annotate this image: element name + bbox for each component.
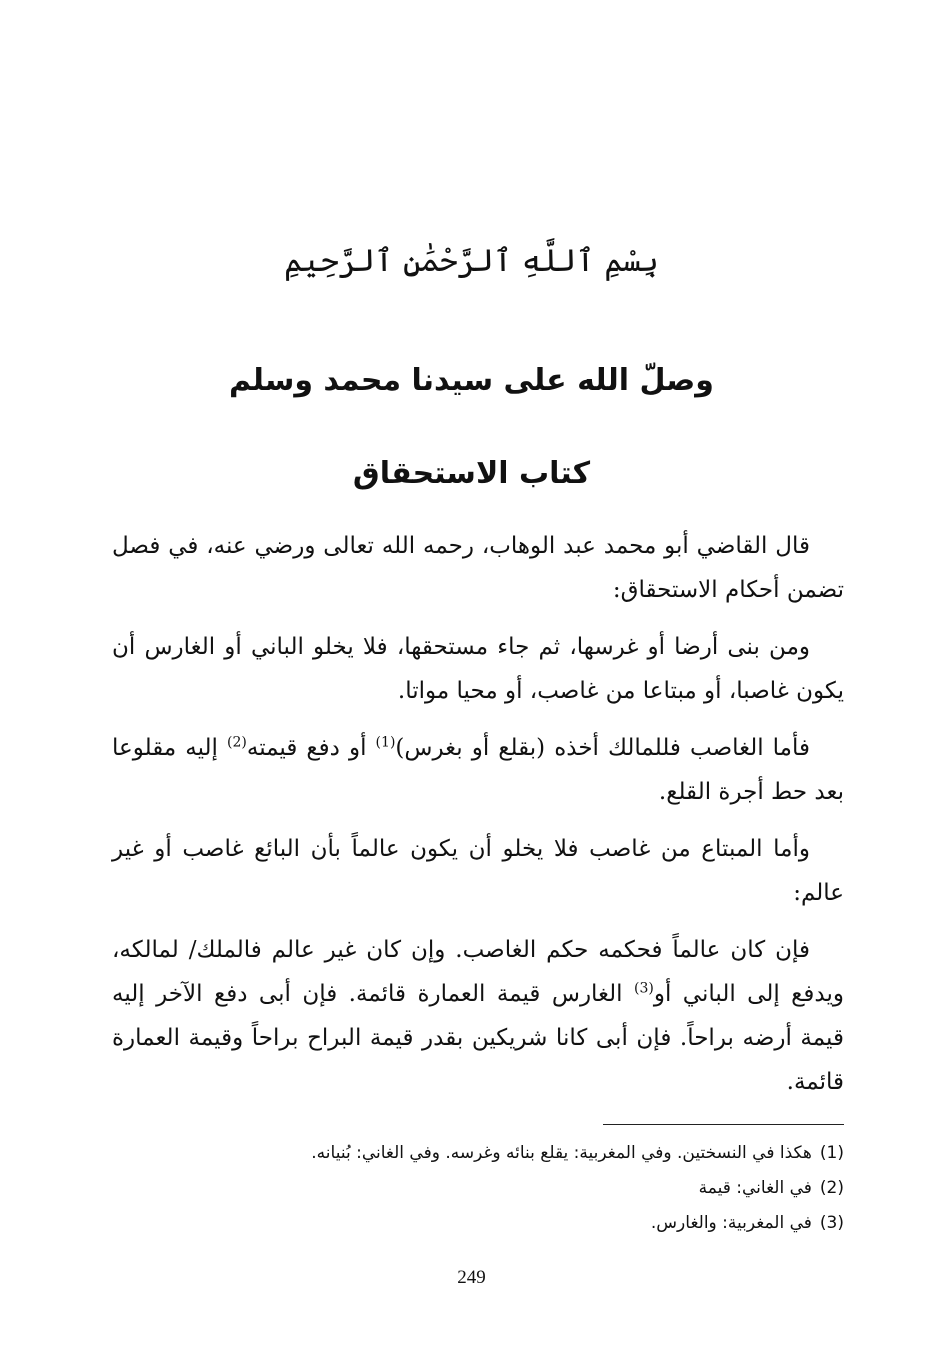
paragraph-text: فإن كان عالماً فحكمه حكم الغاصب. وإن كان غير عالم فالملك/ لمالكه، ويدفع إلى الباني أو: [112, 937, 845, 1007]
paragraph-1: [112, 524, 844, 612]
footnotes: [150, 1136, 844, 1241]
body-text: [112, 524, 844, 1117]
paragraph-text: أو دفع قيمته: [246, 735, 376, 761]
paragraph-3: [112, 726, 844, 814]
footnote-ref-1: (1): [375, 734, 396, 751]
page-number: 249: [457, 1267, 486, 1288]
paragraph-text: الغارس قيمة العمارة قائمة. فإن أبى دفع الآخر إليه قيمة أرضه براحاً. فإن أبى كانا شريكين بقدر قيمة البراح براحاً وقيمة العمارة قائمة.: [112, 981, 844, 1095]
footnote-number: (3): [819, 1213, 844, 1233]
footnote-text: في الغاني: قيمة: [698, 1178, 812, 1198]
paragraph-text: إليه مقلوعا بعد حط أجرة القلع.: [112, 735, 844, 805]
footnote-3: [150, 1206, 844, 1241]
footnote-ref-3: (3): [634, 980, 654, 997]
paragraph-text: ومن بنى أرضا أو غرسها، ثم جاء مستحقها، فلا يخلو الباني أو الغارس أن يكون غاصبا، أو مبتاعا من غاصب، أو محيا مواتا.: [112, 634, 844, 704]
paragraph-2: [112, 625, 844, 713]
paragraph-4: [112, 827, 844, 915]
footnote-1: [150, 1136, 844, 1171]
footnote-text: هكذا في النسختين. وفي المغربية: يقلع بنائه وغرسه. وفي الغاني: بُنيانه.: [311, 1143, 812, 1163]
paragraph-text: قال القاضي أبو محمد عبد الوهاب، رحمه الله تعالى ورضي عنه، في فصل تضمن أحكام الاستحقاق:: [112, 533, 844, 603]
footnote-ref-2: (2): [227, 734, 247, 751]
footnote-separator: [603, 1124, 844, 1125]
footnote-number: (1): [819, 1143, 844, 1163]
footnote-2: [150, 1171, 844, 1206]
footnote-text: في المغربية: والغارس.: [650, 1213, 812, 1233]
basmala-heading: بِسْمِ ٱللَّهِ ٱلرَّحْمَٰنِ ٱلرَّحِيمِ: [284, 243, 659, 279]
paragraph-5: [112, 928, 844, 1104]
paragraph-text: فأما الغاصب فللمالك أخذه (بقلع أو بغرس): [395, 735, 811, 761]
invocation-heading: وصلّ الله على سيدنا محمد وسلم: [229, 363, 714, 398]
book-title: كتاب الاستحقاق: [352, 456, 591, 491]
footnote-number: (2): [819, 1178, 844, 1198]
paragraph-text: وأما المبتاع من غاصب فلا يخلو أن يكون عالماً بأن البائع غاصب أو غير عالم:: [112, 836, 844, 906]
